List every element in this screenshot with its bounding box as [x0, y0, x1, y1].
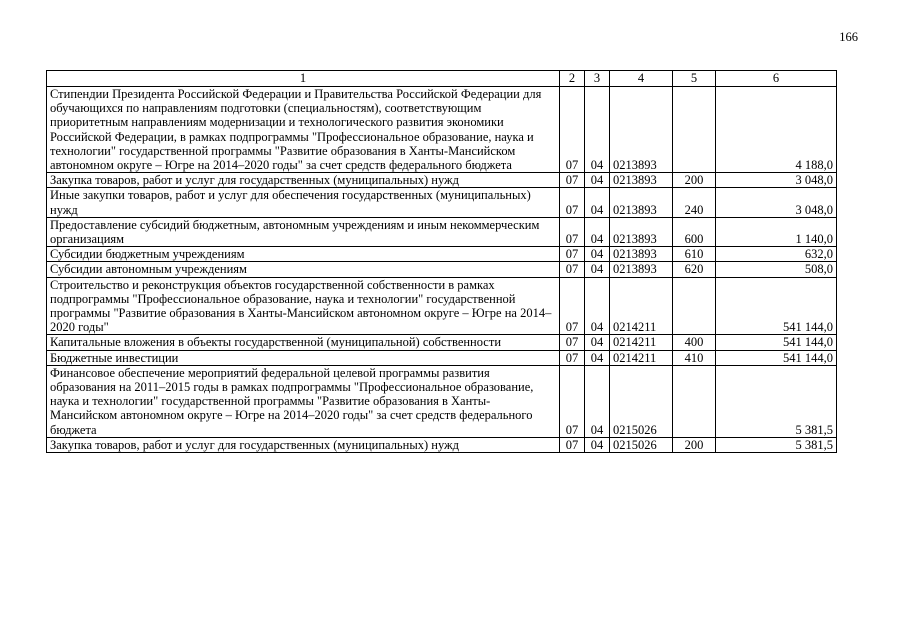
- column-header: 4: [610, 71, 673, 87]
- amount: 5 381,5: [716, 365, 837, 437]
- target-article-code: 0214211: [610, 335, 673, 350]
- budget-table: [46, 70, 837, 453]
- row-description: Субсидии автономным учреждениям: [47, 262, 560, 277]
- row-description: Предоставление субсидий бюджетным, автономным учреждениям и иным некоммерческим организациям: [47, 217, 560, 246]
- table-row: [47, 173, 837, 188]
- column-header: 5: [673, 71, 716, 87]
- target-article-code: 0213893: [610, 87, 673, 173]
- column-header: 6: [716, 71, 837, 87]
- expense-type-code: [673, 365, 716, 437]
- section-code: 07: [560, 277, 585, 335]
- section-code: 07: [560, 262, 585, 277]
- amount: 541 144,0: [716, 335, 837, 350]
- page-number: 166: [839, 30, 858, 44]
- section-code: 07: [560, 217, 585, 246]
- row-description: Иные закупки товаров, работ и услуг для обеспечения государственных (муниципальных) нужд: [47, 188, 560, 217]
- target-article-code: 0215026: [610, 365, 673, 437]
- subsection-code: 04: [585, 277, 610, 335]
- section-code: 07: [560, 173, 585, 188]
- subsection-code: 04: [585, 217, 610, 246]
- section-code: 07: [560, 350, 585, 365]
- section-code: 07: [560, 188, 585, 217]
- expense-type-code: [673, 87, 716, 173]
- amount: 4 188,0: [716, 87, 837, 173]
- table-row: [47, 188, 837, 217]
- column-header: 2: [560, 71, 585, 87]
- expense-type-code: 240: [673, 188, 716, 217]
- target-article-code: 0213893: [610, 173, 673, 188]
- section-code: 07: [560, 365, 585, 437]
- table-row: [47, 87, 837, 173]
- row-description: Закупка товаров, работ и услуг для государственных (муниципальных) нужд: [47, 173, 560, 188]
- table-row: [47, 217, 837, 246]
- table-row: [47, 365, 837, 437]
- subsection-code: 04: [585, 87, 610, 173]
- subsection-code: 04: [585, 173, 610, 188]
- target-article-code: 0213893: [610, 217, 673, 246]
- row-description: Стипендии Президента Российской Федерации и Правительства Российской Федерации для обучающихся по направлениям подготовки (специальностям), соответствующим приоритетным направлениям модернизации и технологического развития экономики Российской Федерации, в рамках подпрограммы "Профессиональное образование, наука и технологии" государственной программы "Развитие образования в Ханты-Мансийском автономном округе – Югре на 2014–2020 годы" за счет средств федерального бюджета: [47, 87, 560, 173]
- table-row: [47, 247, 837, 262]
- amount: 508,0: [716, 262, 837, 277]
- expense-type-code: 200: [673, 173, 716, 188]
- amount: 3 048,0: [716, 173, 837, 188]
- amount: 3 048,0: [716, 188, 837, 217]
- row-description: Строительство и реконструкция объектов государственной собственности в рамках подпрограммы "Профессиональное образование, наука и технологии" государственной программы "Развитие образования в Ханты-Мансийском автономном округе – Югре на 2014–2020 годы": [47, 277, 560, 335]
- subsection-code: 04: [585, 247, 610, 262]
- expense-type-code: 610: [673, 247, 716, 262]
- table-row: [47, 277, 837, 335]
- target-article-code: 0213893: [610, 262, 673, 277]
- row-description: Бюджетные инвестиции: [47, 350, 560, 365]
- section-code: 07: [560, 87, 585, 173]
- target-article-code: 0214211: [610, 350, 673, 365]
- expense-type-code: 200: [673, 437, 716, 452]
- target-article-code: 0213893: [610, 247, 673, 262]
- expense-type-code: 600: [673, 217, 716, 246]
- subsection-code: 04: [585, 365, 610, 437]
- row-description: Субсидии бюджетным учреждениям: [47, 247, 560, 262]
- expense-type-code: 620: [673, 262, 716, 277]
- table-row: [47, 262, 837, 277]
- table-row: [47, 437, 837, 452]
- table-row: [47, 335, 837, 350]
- amount: 541 144,0: [716, 277, 837, 335]
- subsection-code: 04: [585, 188, 610, 217]
- amount: 1 140,0: [716, 217, 837, 246]
- table-header-row: [47, 71, 837, 87]
- table-row: [47, 350, 837, 365]
- expense-type-code: [673, 277, 716, 335]
- expense-type-code: 400: [673, 335, 716, 350]
- section-code: 07: [560, 335, 585, 350]
- subsection-code: 04: [585, 437, 610, 452]
- row-description: Капитальные вложения в объекты государственной (муниципальной) собственности: [47, 335, 560, 350]
- row-description: Закупка товаров, работ и услуг для государственных (муниципальных) нужд: [47, 437, 560, 452]
- amount: 632,0: [716, 247, 837, 262]
- row-description: Финансовое обеспечение мероприятий федеральной целевой программы развития образования на 2011–2015 годы в рамках подпрограммы "Профессиональное образование, наука и технологии" государственной программы "Развитие образования в Ханты-Мансийском автономном округе – Югре на 2014–2020 годы" за счет средств федерального бюджета: [47, 365, 560, 437]
- column-header: 1: [47, 71, 560, 87]
- section-code: 07: [560, 247, 585, 262]
- subsection-code: 04: [585, 335, 610, 350]
- subsection-code: 04: [585, 350, 610, 365]
- target-article-code: 0215026: [610, 437, 673, 452]
- target-article-code: 0214211: [610, 277, 673, 335]
- expense-type-code: 410: [673, 350, 716, 365]
- amount: 541 144,0: [716, 350, 837, 365]
- column-header: 3: [585, 71, 610, 87]
- target-article-code: 0213893: [610, 188, 673, 217]
- amount: 5 381,5: [716, 437, 837, 452]
- subsection-code: 04: [585, 262, 610, 277]
- section-code: 07: [560, 437, 585, 452]
